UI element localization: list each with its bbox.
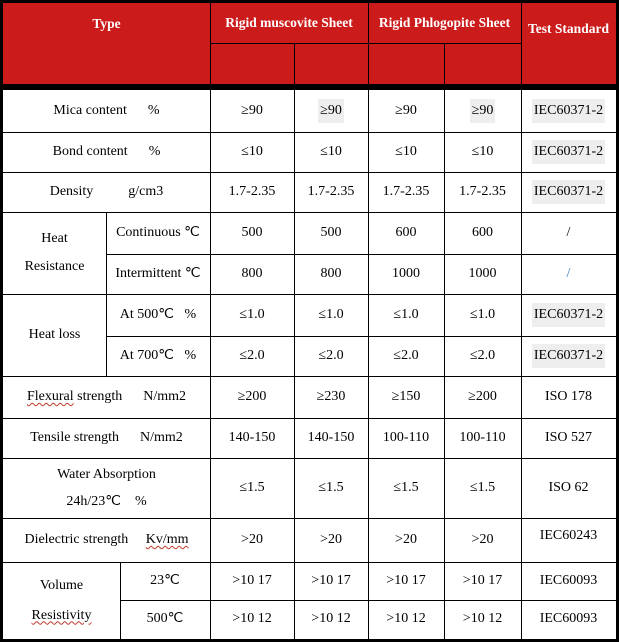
heat-res-intermittent-value-text: 1000 bbox=[392, 265, 420, 281]
heat-loss-500-value bbox=[444, 294, 521, 336]
density-label: Density bbox=[49, 183, 94, 199]
flexural-value bbox=[368, 376, 444, 418]
heat-loss-500-value bbox=[210, 294, 294, 336]
row-label-tensile bbox=[3, 418, 210, 458]
header-sub-cell bbox=[444, 43, 521, 84]
dielectric-value bbox=[444, 518, 521, 562]
volume-500-value-text: >10 12 bbox=[462, 611, 503, 627]
water-value bbox=[294, 458, 368, 518]
water-value-text: ≤1.5 bbox=[393, 479, 419, 495]
mica-value-text: ≥90 bbox=[318, 99, 344, 124]
volume-500-value bbox=[294, 600, 368, 639]
heat-res-continuous-value-text: 600 bbox=[472, 224, 493, 240]
heat-loss-700-value bbox=[294, 336, 368, 376]
dielectric-standard-text: IEC60243 bbox=[539, 528, 598, 543]
density-value-text: 1.7-2.35 bbox=[228, 183, 276, 199]
water-value bbox=[210, 458, 294, 518]
header-muscovite-label: Rigid muscovite Sheet bbox=[225, 15, 353, 31]
volume-500-value-text: >10 12 bbox=[232, 611, 272, 627]
volume-23-value bbox=[368, 562, 444, 600]
density-value bbox=[210, 172, 294, 212]
volume-500-label bbox=[120, 600, 210, 639]
heat-loss-700-value bbox=[210, 336, 294, 376]
mica-standard-text: IEC60371-2 bbox=[532, 99, 605, 124]
water-value-text: ≤1.5 bbox=[318, 479, 344, 495]
density-standard bbox=[521, 172, 616, 212]
volume-500-standard bbox=[521, 600, 616, 639]
volume-500-value-text: >10 12 bbox=[386, 611, 426, 627]
grid-line bbox=[3, 562, 616, 563]
tensile-value bbox=[294, 418, 368, 458]
grid-line bbox=[120, 562, 121, 639]
volume-500-value bbox=[210, 600, 294, 639]
tensile-value bbox=[444, 418, 521, 458]
tensile-value bbox=[368, 418, 444, 458]
bond-label: Bond content bbox=[52, 143, 128, 159]
volume-23-value bbox=[294, 562, 368, 600]
border-line bbox=[0, 0, 619, 3]
bond-value-text: ≤10 bbox=[395, 143, 417, 159]
flexural-value bbox=[294, 376, 368, 418]
heat-res-continuous-standard bbox=[521, 212, 616, 254]
flexural-label-b: strength bbox=[77, 388, 123, 404]
grid-line bbox=[521, 0, 522, 642]
grid-line bbox=[106, 336, 616, 337]
heat-loss-700-standard bbox=[521, 336, 616, 376]
mica-standard bbox=[521, 90, 616, 132]
flexural-value-text: ≥200 bbox=[237, 388, 267, 404]
dielectric-value-text: >20 bbox=[320, 531, 342, 547]
heat-loss-500-value-text: ≤1.0 bbox=[239, 306, 265, 322]
heat-loss-500-text: At 500℃ bbox=[119, 306, 175, 322]
volume-23-standard bbox=[521, 562, 616, 600]
volume-23-value-text: >10 17 bbox=[386, 572, 426, 588]
bond-value bbox=[368, 132, 444, 172]
heat-res-intermittent-value bbox=[294, 254, 368, 294]
volume-23-value-text: >10 17 bbox=[311, 572, 351, 588]
water-value bbox=[444, 458, 521, 518]
heat-res-intermittent-value-text: 800 bbox=[320, 265, 342, 281]
heat-res-intermittent-label bbox=[106, 254, 210, 294]
water-value-text: ≤1.5 bbox=[239, 479, 265, 495]
heat-res-intermittent-text: Intermittent ℃ bbox=[115, 265, 201, 281]
dielectric-value bbox=[368, 518, 444, 562]
heat-loss-700-unit: % bbox=[184, 347, 197, 363]
dielectric-value-text: >20 bbox=[471, 531, 494, 547]
dielectric-value-text: >20 bbox=[395, 531, 417, 547]
grid-line bbox=[106, 212, 107, 376]
header-standard-label: Test Standard bbox=[528, 21, 609, 36]
heat-res-intermittent-value bbox=[444, 254, 521, 294]
heat-loss-700-label bbox=[106, 336, 210, 376]
heat-loss-500-standard bbox=[521, 294, 616, 336]
tensile-standard-text: ISO 527 bbox=[544, 429, 593, 445]
heat-loss-700-value bbox=[444, 336, 521, 376]
grid-line bbox=[3, 212, 616, 213]
volume-23-label bbox=[120, 562, 210, 600]
grid-line bbox=[294, 43, 295, 642]
density-standard-text: IEC60371-2 bbox=[532, 180, 605, 205]
row-label-dielectric bbox=[3, 518, 210, 562]
bond-value-text: ≤10 bbox=[320, 143, 342, 159]
water-label-1: Water Absorption bbox=[57, 466, 156, 482]
mica-value-text: ≥90 bbox=[470, 99, 496, 124]
mica-value bbox=[368, 90, 444, 132]
heat-loss-700-text: At 700℃ bbox=[119, 347, 175, 363]
bond-value-text: ≤10 bbox=[471, 143, 494, 159]
heat-loss-700-value bbox=[368, 336, 444, 376]
volume-500-value-text: >10 12 bbox=[311, 611, 351, 627]
heat-loss-500-value bbox=[368, 294, 444, 336]
tensile-value-text: 140-150 bbox=[307, 429, 355, 445]
volume-500-text: 500℃ bbox=[146, 611, 184, 627]
tensile-value-text: 140-150 bbox=[228, 429, 276, 445]
heat-loss-500-label bbox=[106, 294, 210, 336]
flexural-unit: N/mm2 bbox=[143, 388, 187, 404]
flexural-value bbox=[210, 376, 294, 418]
heat-res-continuous-value bbox=[210, 212, 294, 254]
header-muscovite bbox=[210, 3, 368, 43]
row-label-mica bbox=[3, 90, 210, 132]
tensile-standard bbox=[521, 418, 616, 458]
heat-loss-500-value-text: ≤1.0 bbox=[469, 306, 496, 322]
tensile-unit: N/mm2 bbox=[140, 429, 183, 445]
row-label-heat-resistance bbox=[3, 212, 106, 294]
water-unit: % bbox=[134, 494, 147, 509]
density-value-text: 1.7-2.35 bbox=[459, 183, 506, 199]
heat-loss-700-value-text: ≤2.0 bbox=[393, 347, 419, 363]
heat-res-continuous-label bbox=[106, 212, 210, 254]
heat-loss-700-value-text: ≤2.0 bbox=[239, 347, 265, 363]
header-phlogopite-label: Rigid Phlogopite Sheet bbox=[378, 15, 511, 31]
volume-23-standard-text: IEC60093 bbox=[539, 572, 598, 588]
mica-value bbox=[210, 90, 294, 132]
dielectric-value bbox=[210, 518, 294, 562]
heat-res-intermittent-value bbox=[210, 254, 294, 294]
grid-line bbox=[210, 43, 521, 44]
row-label-bond bbox=[3, 132, 210, 172]
dielectric-standard bbox=[521, 518, 616, 562]
heat-res-continuous-value bbox=[444, 212, 521, 254]
heat-loss-label: Heat loss bbox=[28, 326, 81, 342]
grid-line bbox=[210, 0, 211, 642]
dielectric-value-text: >20 bbox=[241, 531, 263, 547]
heat-loss-500-value-text: ≤1.0 bbox=[393, 306, 419, 322]
tensile-value-text: 100-110 bbox=[459, 429, 506, 445]
flexural-value-text: ≥150 bbox=[391, 388, 421, 404]
bond-value bbox=[444, 132, 521, 172]
heat-loss-500-value-text: ≤1.0 bbox=[318, 306, 344, 322]
grid-line bbox=[3, 458, 616, 459]
heat-res-continuous-value-text: 500 bbox=[320, 224, 342, 240]
volume-500-value bbox=[368, 600, 444, 639]
heat-res-continuous-value bbox=[294, 212, 368, 254]
volume-23-value bbox=[444, 562, 521, 600]
header-type-label: Type bbox=[92, 16, 121, 31]
flexural-value-text: ≥200 bbox=[468, 388, 497, 404]
flexural-label-a: Flexural bbox=[26, 388, 74, 404]
row-label-density bbox=[3, 172, 210, 212]
row-label-flexural bbox=[3, 376, 210, 418]
bond-value bbox=[210, 132, 294, 172]
water-standard bbox=[521, 458, 616, 518]
mica-value-text: ≥90 bbox=[241, 102, 263, 118]
volume-23-text: 23℃ bbox=[150, 572, 180, 588]
grid-line bbox=[106, 254, 616, 255]
tensile-value bbox=[210, 418, 294, 458]
volume-23-value-text: >10 17 bbox=[232, 572, 272, 588]
water-value bbox=[368, 458, 444, 518]
water-value-text: ≤1.5 bbox=[469, 479, 496, 495]
bond-value bbox=[294, 132, 368, 172]
volume-500-value bbox=[444, 600, 521, 639]
bond-standard bbox=[521, 132, 616, 172]
grid-line bbox=[368, 0, 369, 642]
density-value bbox=[368, 172, 444, 212]
heat-loss-700-value-text: ≤2.0 bbox=[318, 347, 344, 363]
dielectric-unit: Kv/mm bbox=[145, 531, 189, 547]
heat-res-continuous-value bbox=[368, 212, 444, 254]
dielectric-value bbox=[294, 518, 368, 562]
heat-loss-700-standard-text: IEC60371-2 bbox=[532, 344, 605, 369]
heat-res-continuous-value-text: 500 bbox=[241, 224, 263, 240]
flexural-value-text: ≥230 bbox=[316, 388, 346, 404]
grid-line bbox=[3, 294, 616, 295]
dielectric-label: Dielectric strength bbox=[24, 531, 129, 547]
volume-23-value-text: >10 17 bbox=[462, 572, 503, 588]
heat-res-intermittent-value-text: 800 bbox=[241, 265, 263, 281]
border-line bbox=[0, 0, 3, 642]
volume-500-standard-text: IEC60093 bbox=[539, 611, 598, 627]
flexural-value bbox=[444, 376, 521, 418]
bond-value-text: ≤10 bbox=[241, 143, 263, 159]
volume-23-value bbox=[210, 562, 294, 600]
flexural-standard-text: ISO 178 bbox=[544, 388, 593, 404]
heat-loss-500-standard-text: IEC60371-2 bbox=[532, 303, 605, 328]
heat-res-continuous-text: Continuous ℃ bbox=[116, 224, 200, 240]
row-label-volume bbox=[3, 562, 120, 639]
tensile-label: Tensile strength bbox=[30, 429, 120, 445]
density-value-text: 1.7-2.35 bbox=[382, 183, 430, 199]
density-value bbox=[444, 172, 521, 212]
grid-line bbox=[3, 376, 616, 377]
heat-res-intermittent-standard bbox=[521, 254, 616, 294]
header-type bbox=[3, 3, 210, 84]
mica-label: Mica content bbox=[53, 102, 127, 118]
heat-res-intermittent-value-text: 1000 bbox=[468, 265, 497, 281]
heat-loss-500-unit: % bbox=[184, 306, 197, 322]
header-sub-cell bbox=[294, 43, 368, 84]
heat-res-label-1: Heat bbox=[41, 231, 68, 246]
density-value bbox=[294, 172, 368, 212]
grid-line bbox=[3, 172, 616, 173]
grid-line bbox=[3, 418, 616, 419]
volume-label-1: Volume bbox=[39, 578, 84, 594]
water-label-2: 24h/23℃ bbox=[66, 494, 121, 509]
heat-loss-700-value-text: ≤2.0 bbox=[469, 347, 496, 363]
mica-value bbox=[444, 90, 521, 132]
header-phlogopite bbox=[368, 3, 521, 43]
mica-value bbox=[294, 90, 368, 132]
row-label-water bbox=[3, 458, 210, 518]
tensile-value-text: 100-110 bbox=[382, 429, 430, 445]
heat-res-continuous-standard-text: / bbox=[566, 224, 571, 240]
row-label-heat-loss bbox=[3, 294, 106, 376]
header-standard bbox=[521, 3, 616, 84]
water-standard-text: ISO 62 bbox=[548, 479, 589, 495]
bond-standard-text: IEC60371-2 bbox=[532, 140, 605, 165]
density-value-text: 1.7-2.35 bbox=[307, 183, 355, 199]
heat-loss-500-value bbox=[294, 294, 368, 336]
bond-unit: % bbox=[148, 143, 161, 159]
border-line bbox=[0, 84, 619, 90]
volume-label-2: Resistivity bbox=[31, 607, 92, 623]
heat-res-intermittent-value bbox=[368, 254, 444, 294]
heat-res-label-2: Resistance bbox=[24, 259, 85, 274]
density-unit: g/cm3 bbox=[128, 183, 164, 199]
flexural-standard bbox=[521, 376, 616, 418]
grid-line bbox=[3, 518, 616, 519]
mica-unit: % bbox=[147, 102, 160, 118]
header-sub-cell bbox=[368, 43, 444, 84]
mica-value-text: ≥90 bbox=[395, 102, 417, 118]
header-sub-cell bbox=[210, 43, 294, 84]
grid-line bbox=[3, 132, 616, 133]
heat-res-intermittent-standard-text: / bbox=[566, 265, 571, 281]
heat-res-continuous-value-text: 600 bbox=[395, 224, 417, 240]
grid-line bbox=[444, 43, 445, 642]
